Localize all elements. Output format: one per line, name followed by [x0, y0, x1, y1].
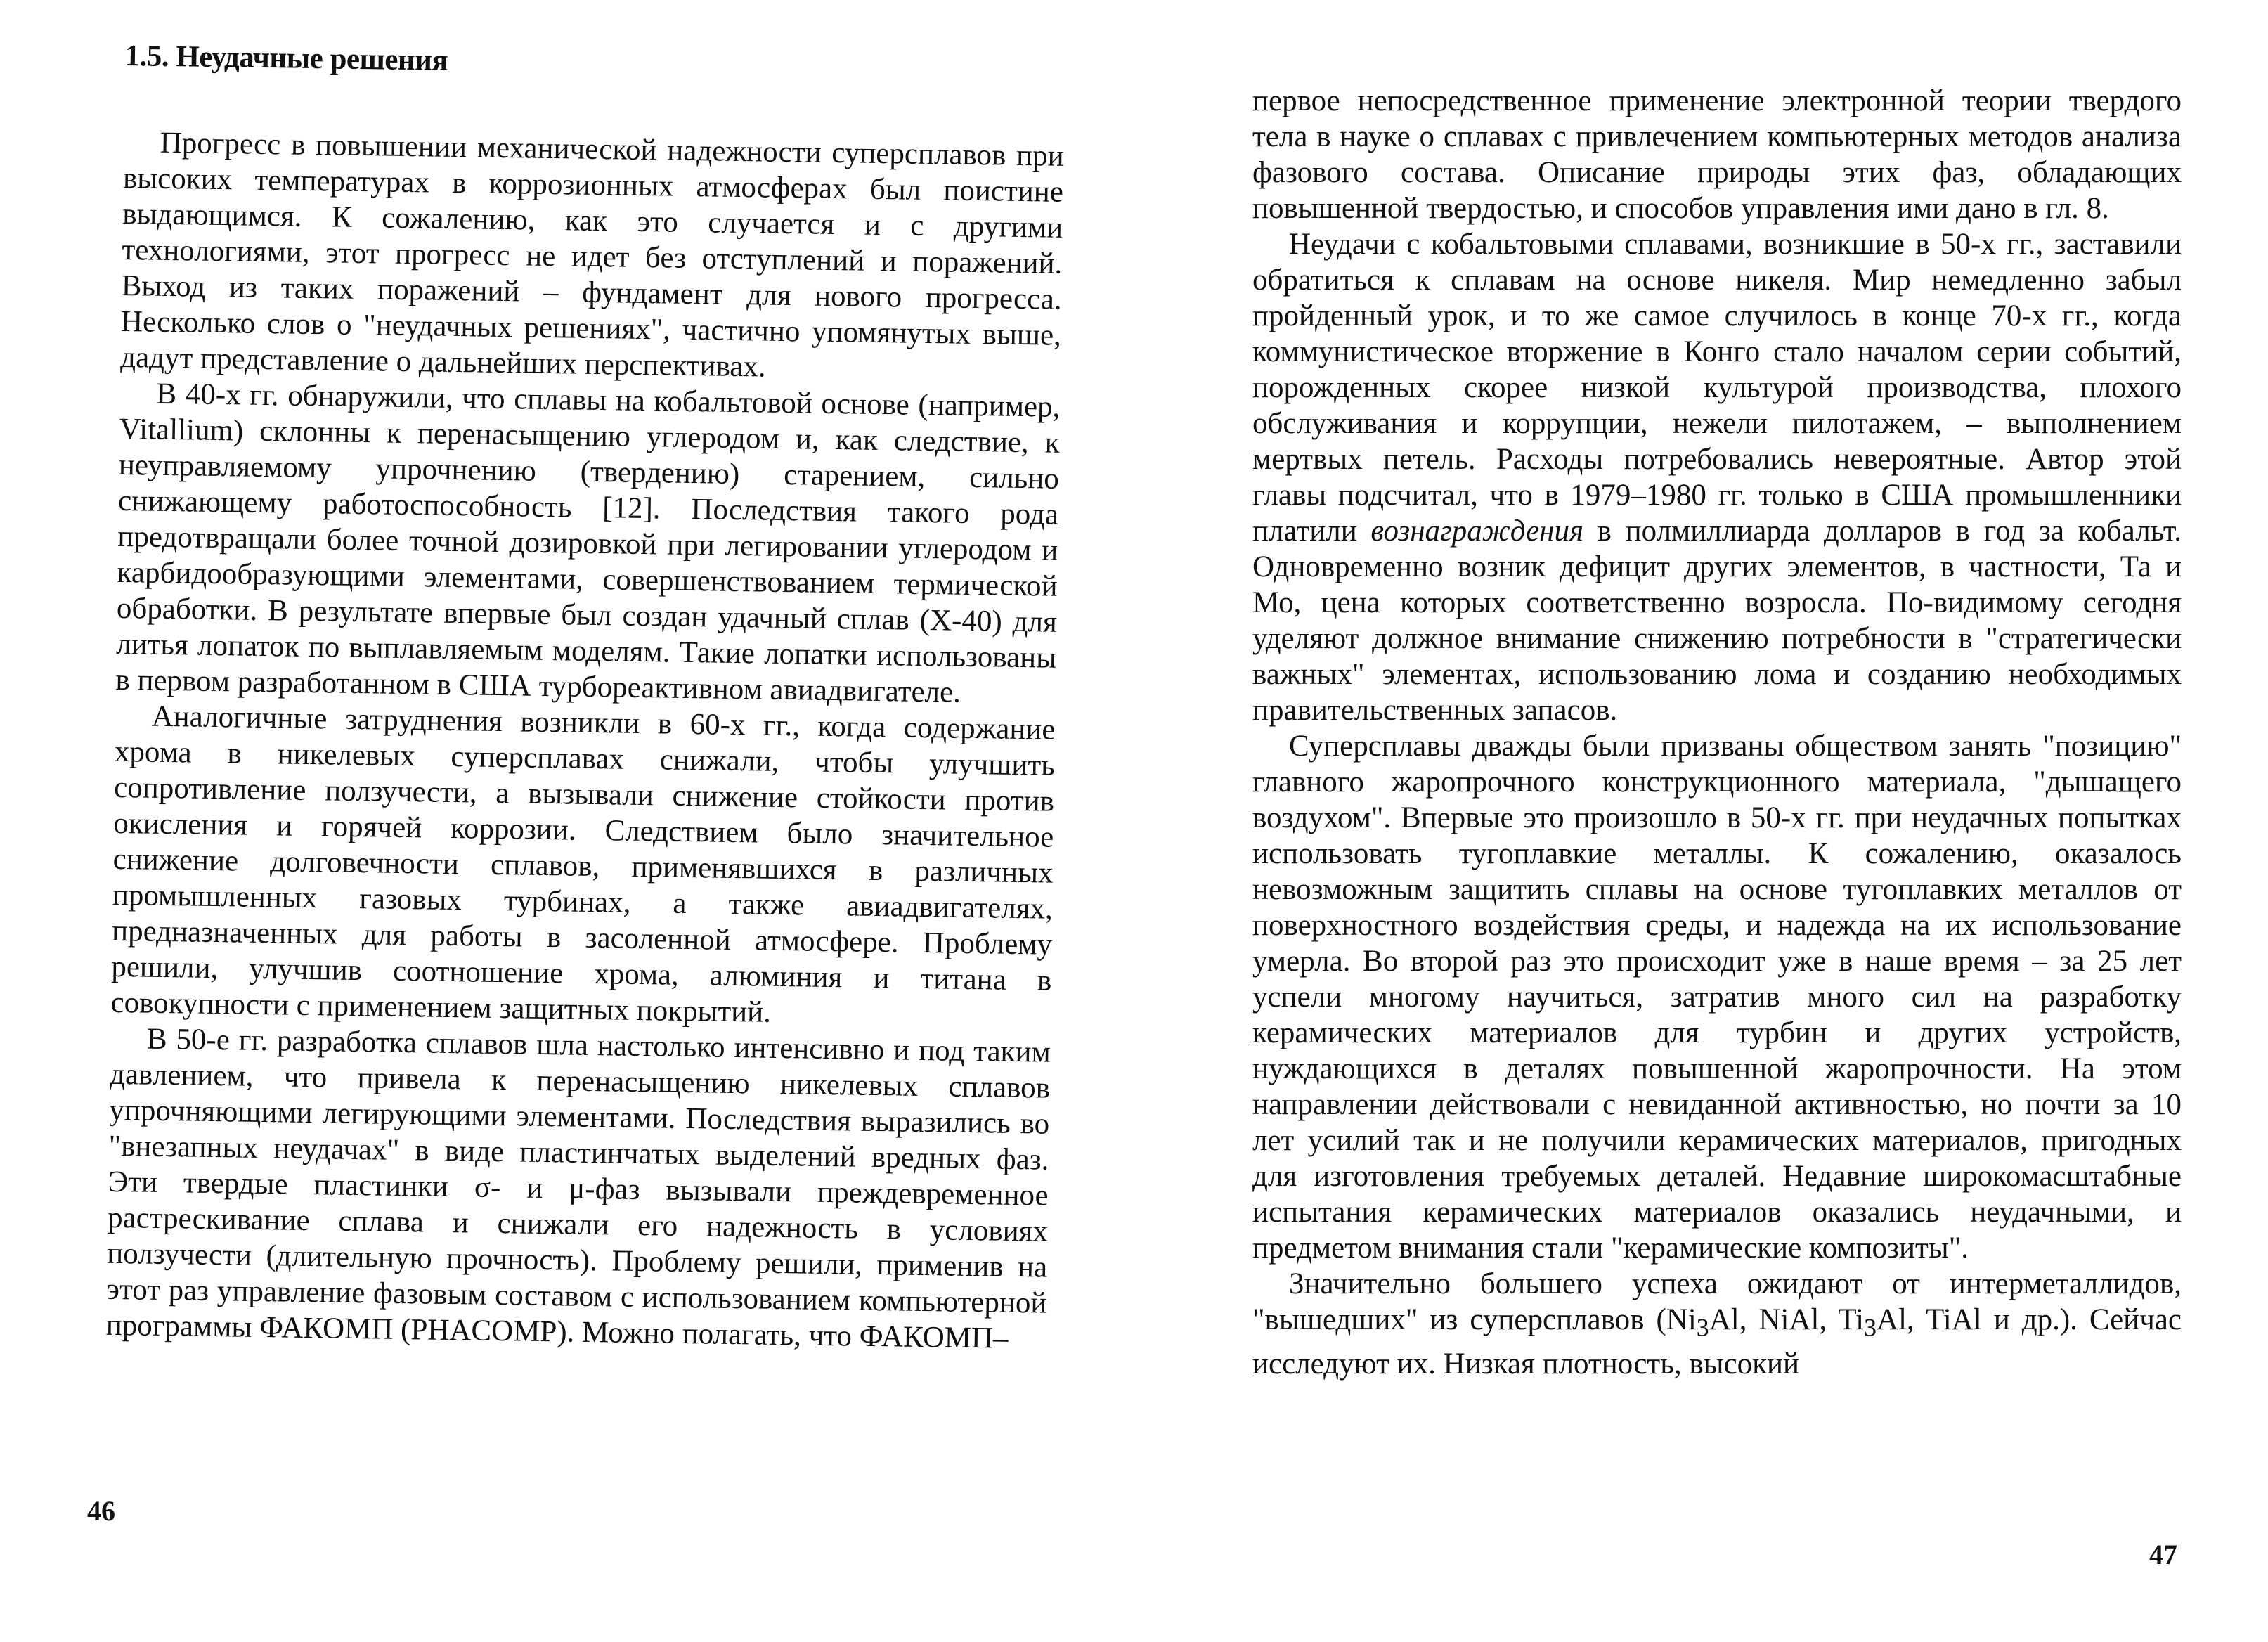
- paragraph: В 40-х гг. обнаружили, что сплавы на кобальтовой основе (например, Vitallium) склонны к перенасыщению углеродом и, как следствие, к неуправляемому упрочнению (твердению) старением, сильно снижающему работоспособность [12]. Последствия такого рода предотвращали более точной дозировкой при легировании углеродом и карбидообразующими элементами, совершенствованием термической обработки. В результате впервые был создан удачный сплав (Х-40) для литья лопаток по выплавляемым моделям. Такие лопатки использованы в первом разработанном в США турбореактивном авиадвигателе.: [115, 377, 1061, 709]
- paragraph: первое непосредственное применение электронной теории твердого тела в науке о сплавах с привлечением компьютерных методов анализа фазового состава. Описание природы этих фаз, обладающих повышенной твердостью, и способов управления ими дано в гл. 8.: [1252, 84, 2182, 225]
- left-text-column: [105, 39, 1065, 1357]
- paragraph: [1252, 1266, 2182, 1382]
- page-number: 46: [87, 1495, 115, 1527]
- paragraph-text: Al, NiAl, Ti: [1709, 1303, 1865, 1336]
- left-page: [0, 0, 1132, 1642]
- subscript: 3: [1696, 1313, 1709, 1342]
- subscript: 3: [1864, 1313, 1877, 1342]
- section-heading: 1.5. Неудачные решения: [124, 39, 448, 77]
- paragraph-text: Al, TiAl и др.). Сейчас исследуют их. Низкая плотность, высокий: [1252, 1303, 2182, 1381]
- paragraph: В 50-е гг. разработка сплавов шла настолько интенсивно и под таким давлением, что привела к перенасыщению никелевых сплавов упрочняющими легирующими элементами. Последствия выразились во "внезапных неудачах" в виде пластинчатых выделений вредных фаз. Эти твердые пластинки σ- и μ-фаз вызывали преждевременное растрескивание сплава и снижали его надежность в условиях ползучести (длительную прочность). Проблему решили, применив на этот раз управление фазовым составом с использованием компьютерной программы ФАКОМП (PHACOMP). Можно полагать, что ФАКОМП–: [105, 1022, 1051, 1355]
- paragraph: [1252, 226, 2182, 728]
- paragraph: Прогресс в повышении механической надежности суперсплавов при высоких температурах в коррозионных атмосферах был поистине выдающимся. К сожалению, как это случается и с другими технологиями, этот прогресс не идет без отступлений и поражений. Выход из таких поражений – фундамент для нового прогресса. Несколько слов о "неудачных решениях", частично упомянутых выше, дадут представление о дальнейших перспективах.: [119, 126, 1065, 384]
- paragraph-text: Значительно большего успеха ожидают от интерметаллидов, "вышедших" из суперсплавов (Ni: [1252, 1267, 2182, 1336]
- paragraph-text: в полмиллиарда долларов в год за кобальт. Одновременно возник дефицит других элементов, в частности, Та и Мо, цена которых соответственно возросла. По-видимому сегодня уделяют должное внимание снижению потребности в "стратегически важных" элементах, использованию лома и созданию необходимых правительственных запасов.: [1252, 515, 2182, 727]
- right-text-column: [1252, 83, 2182, 1382]
- paragraph: Аналогичные затруднения возникли в 60-х гг., когда содержание хрома в никелевых суперсплавах снижали, чтобы улучшить сопротивление ползучести, а вызывали снижение стойкости против окисления и горячей коррозии. Следствием было значительное снижение долговечности сплавов, применявшихся в различных промышленных газовых турбинах, а также авиадвигателях, предназначенных для работы в засоленной атмосфере. Проблему решили, улучшив соотношение хрома, алюминия и титана в совокупности с применением защитных покрытий.: [110, 699, 1056, 1029]
- paragraph-text: Неудачи с кобальтовыми сплавами, возникшие в 50-х гг., заставили обратиться к сплавам на основе никеля. Мир немедленно забыл пройденный урок, и то же самое случилось в конце 70-х гг., когда коммунистическое вторжение в Конго стало началом серии событий, порожденных скорее низкой культурой производства, плохого обслуживания и коррупции, нежели пилотажем, – выполнением мертвых петель. Расходы потребовались невероятные. Автор этой главы подсчитал, что в 1979–1980 гг. только в США промышленники платили: [1252, 228, 2182, 548]
- page-number: 47: [2149, 1539, 2177, 1570]
- paragraph: Суперсплавы дважды были призваны обществом занять "позицию" главного жаропрочного конструкционного материала, "дышащего воздухом". Впервые это произошло в 50-х гг. при неудачных попытках использовать тугоплавкие металлы. К сожалению, оказалось невозможным защитить сплавы на основе тугоплавких металлов от поверхностного воздействия среды, и надежда на их использование умерла. Во второй раз это происходит уже в наше время – за 25 лет успели многому научиться, затратив много сил на разработку керамических материалов для турбин и других устройств, нуждающихся в деталях повышенной жаропрочности. На этом направлении действовали с невиданной активностью, но почти за 10 лет усилий так и не получили керамических материалов, пригодных для изготовления требуемых деталей. Недавние широкомасштабные испытания керамических материалов оказались неудачными, и предметом внимания стали "керамические композиты".: [1252, 730, 2182, 1265]
- italic-term: вознаграждения: [1370, 515, 1583, 548]
